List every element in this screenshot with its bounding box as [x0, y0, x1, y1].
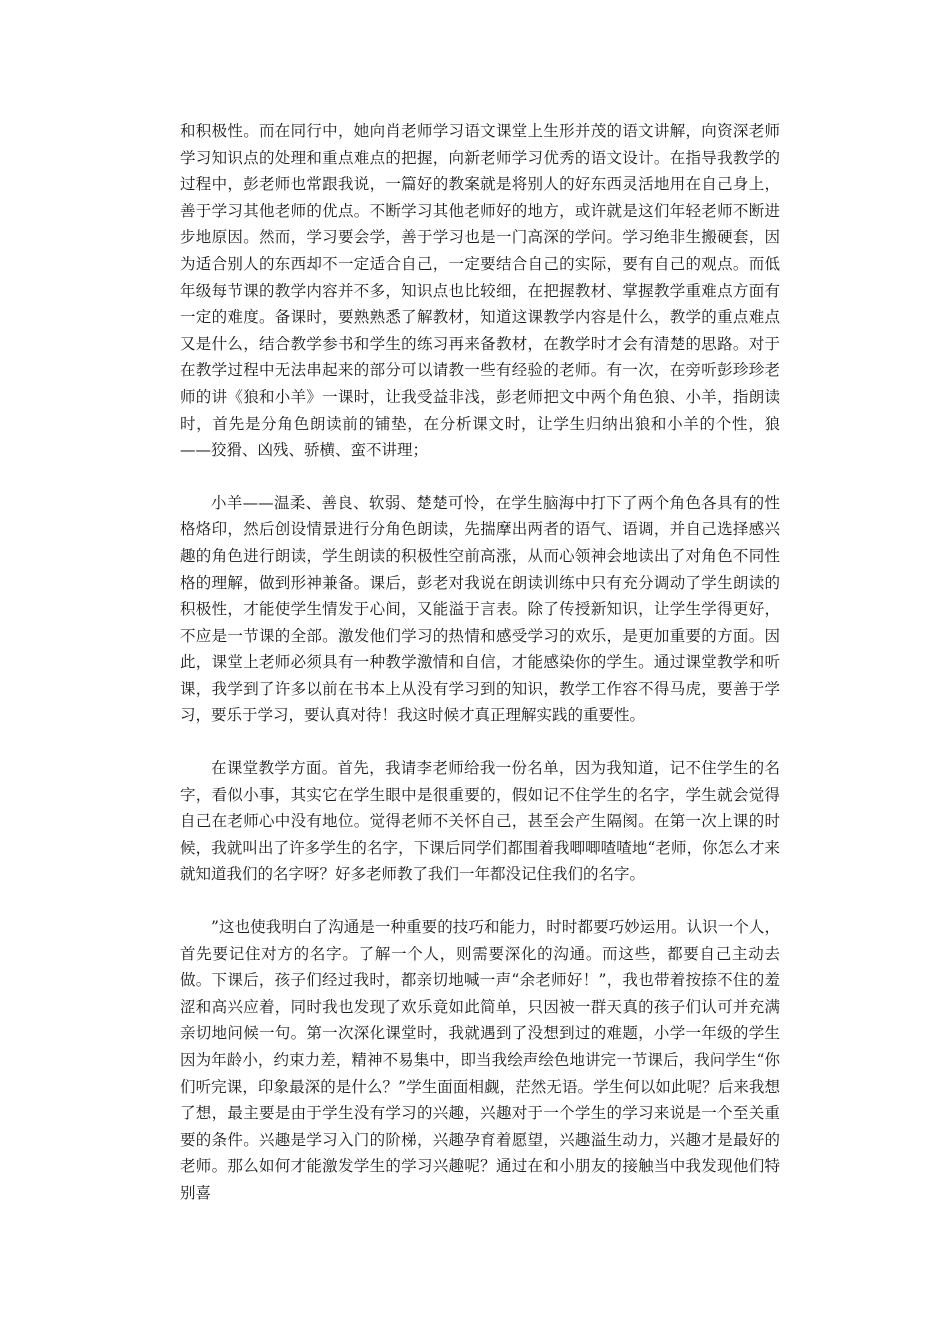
paragraph: 在课堂教学方面。首先，我请李老师给我一份名单，因为我知道，记不住学生的名字，看似小事，其实它在学生眼中是很重要的，假如记不住学生的名字，学生就会觉得自己在老师心中没有地位。觉得老师不关怀自己，甚至会产生隔阂。在第一次上课的时候，我就叫出了许多学生的名字，下课后同学们都围着我唧唧喳喳地“老师，你怎么才来就知道我们的名字呀？好多老师教了我们一年都没记住我们的名字。	[180, 759, 780, 884]
document-body	[180, 118, 780, 1207]
paragraph-continued: 和积极性。而在同行中，她向肖老师学习语文课堂上生形并茂的语文讲解，向资深老师学习知识点的处理和重点难点的把握，向新老师学习优秀的语文设计。在指导我教学的过程中，彭老师也常跟我说，一篇好的教案就是将别人的好东西灵活地用在自己身上，善于学习其他老师的优点。不断学习其他老师好的地方，或许就是这们年轻老师不断进步地原因。然而，学习要会学，善于学习也是一门高深的学问。学习绝非生搬硬套，因为适合别人的东西却不一定适合自己，一定要结合自己的实际，要有自己的观点。而低年级每节课的教学内容并不多，知识点也比较细，在把握教材、掌握教学重难点方面有一定的难度。备课时，要熟熟悉了解教材，知道这课教学内容是什么，教学的重点难点又是什么，结合教学参书和学生的练习再来备教材，在教学时才会有清楚的思路。对于在教学过程中无法串起来的部分可以请教一些有经验的老师。有一次，在旁听彭珍珍老师的讲《狼和小羊》一课时，让我受益非浅，彭老师把文中两个角色狼、小羊，指朗读时，首先是分角色朗读前的铺垫，在分析课文时，让学生归纳出狼和小羊的个性，狼——狡猾、凶残、骄横、蛮不讲理；	[180, 122, 780, 460]
paragraph: ”这也使我明白了沟通是一种重要的技巧和能力，时时都要巧妙运用。认识一个人，首先要记住对方的名字。了解一个人，则需要深化的沟通。而这些，都要自己主动去做。下课后，孩子们经过我时，都亲切地喊一声“余老师好！”，我也带着按捺不住的羞涩和高兴应着，同时我也发现了欢乐竟如此简单，只因被一群天真的孩子们认可并充满亲切地问候一句。第一次深化课堂时，我就遇到了没想到过的难题，小学一年级的学生因为年龄小，约束力差，精神不易集中，即当我绘声绘色地讲完一节课后，我问学生“你们听完课，印象最深的是什么？”学生面面相觑，茫然无语。学生何以如此呢？后来我想了想，最主要是由于学生没有学习的兴趣，兴趣对于一个学生的学习来说是一个至关重要的条件。兴趣是学习入门的阶梯，兴趣孕育着愿望，兴趣溢生动力，兴趣才是最好的老师。那么如何才能激发学生的学习兴趣呢？通过在和小朋友的接触当中我发现他们特别喜	[180, 918, 780, 1202]
paragraph: 小羊——温柔、善良、软弱、楚楚可怜，在学生脑海中打下了两个角色各具有的性格烙印，然后创设情景进行分角色朗读，先揣摩出两者的语气、语调，并自己选择感兴趣的角色进行朗读，学生朗读的积极性空前高涨，从而心领神会地读出了对角色不同性格的理解，做到形神兼备。课后，彭老对我说在朗读训练中只有充分调动了学生朗读的积极性，才能使学生情发于心间，又能溢于言表。除了传授新知识，让学生学得更好，不应是一节课的全部。激发他们学习的热情和感受学习的欢乐，是更加重要的方面。因此，课堂上老师必须具有一种教学激情和自信，才能感染你的学生。通过课堂教学和听课，我学到了许多以前在书本上从没有学习到的知识，教学工作容不得马虎，要善于学习，要乐于学习，要认真对待！我这时候才真正理解实践的重要性。	[180, 493, 780, 725]
